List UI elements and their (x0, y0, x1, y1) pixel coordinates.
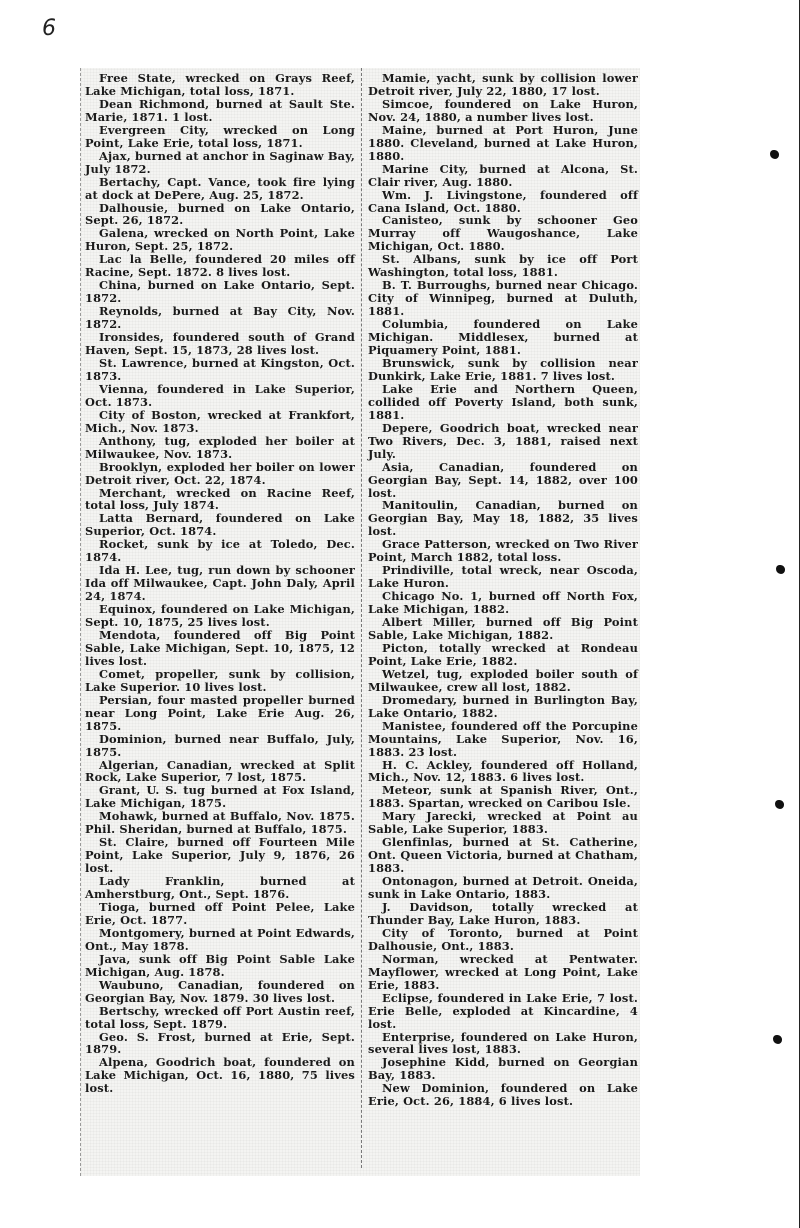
shipwreck-entry: Maine, burned at Port Huron, June 1880. Cleveland, burned at Lake Huron, 1880. (368, 122, 638, 163)
newspaper-clipping (80, 68, 640, 1176)
left-column (85, 72, 355, 1095)
shipwreck-entry: Glenfinlas, burned at St. Catherine, Ont. Queen Victoria, burned at Chatham, 1883. (368, 835, 638, 876)
shipwreck-entry: City of Toronto, burned at Point Dalhousie, Ont., 1883. (368, 925, 638, 953)
shipwreck-entry: Josephine Kidd, burned on Georgian Bay, 1883. (368, 1055, 638, 1083)
shipwreck-entry: Dean Richmond, burned at Sault Ste. Marie, 1871. 1 lost. (85, 96, 355, 124)
binding-hole-mark (770, 150, 779, 159)
shipwreck-entry: Enterprise, foundered on Lake Huron, several lives lost, 1883. (368, 1029, 638, 1057)
shipwreck-entry: Mamie, yacht, sunk by collision lower Detroit river, July 22, 1880, 17 lost. (368, 71, 638, 98)
shipwreck-entry: Equinox, foundered on Lake Michigan, Sept. 10, 1875, 25 lives lost. (85, 602, 355, 630)
shipwreck-entry: Marine City, burned at Alcona, St. Clair river, Aug. 1880. (368, 161, 638, 189)
shipwreck-entry: Norman, wrecked at Pentwater. Mayflower, wrecked at Long Point, Lake Erie, 1883. (368, 951, 638, 992)
shipwreck-entry: Manistee, foundered off the Porcupine Mountains, Lake Superior, Nov. 16, 1883. 23 lost. (368, 718, 638, 759)
shipwreck-entry: Simcoe, foundered on Lake Huron, Nov. 24, 1880, a number lives lost. (368, 96, 638, 124)
shipwreck-entry: Grace Patterson, wrecked on Two River Point, March 1882, total loss. (368, 537, 638, 565)
shipwreck-entry: Eclipse, foundered in Lake Erie, 7 lost. Erie Belle, exploded at Kincardine, 4 lost. (368, 990, 638, 1031)
shipwreck-entry: Picton, totally wrecked at Rondeau Point, Lake Erie, 1882. (368, 640, 638, 668)
shipwreck-entry: Merchant, wrecked on Racine Reef, total loss, July 1874. (85, 485, 355, 513)
clipping-left-edge (80, 68, 82, 1176)
shipwreck-entry: Meteor, sunk at Spanish River, Ont., 1883. Spartan, wrecked on Caribou Isle. (368, 783, 638, 811)
binding-hole-mark (776, 565, 785, 574)
shipwreck-entry: Geo. S. Frost, burned at Erie, Sept. 1879. (85, 1029, 355, 1057)
shipwreck-entry: Persian, four masted propeller burned near Long Point, Lake Erie Aug. 26, 1875. (85, 692, 355, 733)
shipwreck-entry: Canisteo, sunk by schooner Geo Murray off Waugoshance, Lake Michigan, Oct. 1880. (368, 213, 638, 254)
right-column (368, 72, 638, 1108)
shipwreck-entry: Ajax, burned at anchor in Saginaw Bay, July 1872. (85, 148, 355, 176)
shipwreck-entry: Vienna, foundered in Lake Superior, Oct. 1873. (85, 381, 355, 409)
shipwreck-entry: Ironsides, foundered south of Grand Haven, Sept. 15, 1873, 28 lives lost. (85, 330, 355, 358)
shipwreck-entry: Alpena, Goodrich boat, foundered on Lake Michigan, Oct. 16, 1880, 75 lives lost. (85, 1055, 355, 1096)
shipwreck-entry: Lac la Belle, foundered 20 miles off Racine, Sept. 1872. 8 lives lost. (85, 252, 355, 280)
shipwreck-entry: Mary Jarecki, wrecked at Point au Sable, Lake Superior, 1883. (368, 809, 638, 837)
shipwreck-entry: Brunswick, sunk by collision near Dunkirk, Lake Erie, 1881. 7 lives lost. (368, 355, 638, 383)
shipwreck-entry: Bertschy, wrecked off Port Austin reef, total loss, Sept. 1879. (85, 1003, 355, 1031)
shipwreck-entry: Grant, U. S. tug burned at Fox Island, Lake Michigan, 1875. (85, 783, 355, 811)
shipwreck-entry: Mohawk, burned at Buffalo, Nov. 1875. Phil. Sheridan, burned at Buffalo, 1875. (85, 809, 355, 837)
shipwreck-entry: Lady Franklin, burned at Amherstburg, Ont., Sept. 1876. (85, 874, 355, 902)
shipwreck-entry: Galena, wrecked on North Point, Lake Huron, Sept. 25, 1872. (85, 226, 355, 254)
shipwreck-entry: New Dominion, foundered on Lake Erie, Oct. 26, 1884, 6 lives lost. (368, 1081, 638, 1109)
shipwreck-entry: Chicago No. 1, burned off North Fox, Lake Michigan, 1882. (368, 589, 638, 617)
shipwreck-entry: Java, sunk off Big Point Sable Lake Michigan, Aug. 1878. (85, 951, 355, 979)
shipwreck-entry: B. T. Burroughs, burned near Chicago. City of Winnipeg, burned at Duluth, 1881. (368, 278, 638, 319)
shipwreck-entry: Tioga, burned off Point Pelee, Lake Erie, Oct. 1877. (85, 900, 355, 927)
shipwreck-entry: St. Albans, sunk by ice off Port Washington, total loss, 1881. (368, 252, 638, 280)
shipwreck-entry: Ontonagon, burned at Detroit. Oneida, sunk in Lake Ontario, 1883. (368, 874, 638, 902)
binding-hole-mark (775, 800, 784, 809)
shipwreck-entry: Manitoulin, Canadian, burned on Georgian Bay, May 18, 1882, 35 lives lost. (368, 498, 638, 539)
shipwreck-entry: Comet, propeller, sunk by collision, Lake Superior. 10 lives lost. (85, 666, 355, 694)
shipwreck-entry: Depere, Goodrich boat, wrecked near Two Rivers, Dec. 3, 1881, raised next July. (368, 420, 638, 461)
shipwreck-entry: Bertachy, Capt. Vance, took fire lying at dock at DePere, Aug. 25, 1872. (85, 174, 355, 202)
shipwreck-entry: Albert Miller, burned off Big Point Sable, Lake Michigan, 1882. (368, 615, 638, 642)
shipwreck-entry: J. Davidson, totally wrecked at Thunder Bay, Lake Huron, 1883. (368, 900, 638, 927)
shipwreck-entry: Waubuno, Canadian, foundered on Georgian Bay, Nov. 1879. 30 lives lost. (85, 977, 355, 1005)
shipwreck-entry: Evergreen City, wrecked on Long Point, Lake Erie, total loss, 1871. (85, 122, 355, 150)
shipwreck-entry: Brooklyn, exploded her boiler on lower Detroit river, Oct. 22, 1874. (85, 459, 355, 487)
shipwreck-entry: St. Claire, burned off Fourteen Mile Point, Lake Superior, July 9, 1876, 26 lost. (85, 835, 355, 876)
binding-hole-mark (773, 1035, 782, 1044)
shipwreck-entry: China, burned on Lake Ontario, Sept. 1872. (85, 278, 355, 306)
shipwreck-entry: Wetzel, tug, exploded boiler south of Milwaukee, crew all lost, 1882. (368, 666, 638, 694)
shipwreck-entry: Lake Erie and Northern Queen, collided off Poverty Island, both sunk, 1881. (368, 381, 638, 422)
shipwreck-entry: St. Lawrence, burned at Kingston, Oct. 1873. (85, 355, 355, 383)
shipwreck-entry: Wm. J. Livingstone, foundered off Cana Island, Oct. 1880. (368, 187, 638, 215)
shipwreck-entry: Algerian, Canadian, wrecked at Split Rock, Lake Superior, 7 lost, 1875. (85, 757, 355, 785)
shipwreck-entry: Mendota, foundered off Big Point Sable, Lake Michigan, Sept. 10, 1875, 12 lives lost. (85, 627, 355, 668)
shipwreck-entry: Columbia, foundered on Lake Michigan. Middlesex, burned at Piquamery Point, 1881. (368, 317, 638, 358)
shipwreck-entry: City of Boston, wrecked at Frankfort, Mich., Nov. 1873. (85, 407, 355, 435)
shipwreck-entry: Dalhousie, burned on Lake Ontario, Sept. 26, 1872. (85, 200, 355, 228)
shipwreck-entry: Prindiville, total wreck, near Oscoda, Lake Huron. (368, 563, 638, 591)
page-number: 6 (42, 16, 56, 41)
shipwreck-entry: Rocket, sunk by ice at Toledo, Dec. 1874. (85, 537, 355, 565)
shipwreck-entry: Latta Bernard, foundered on Lake Superior, Oct. 1874. (85, 511, 355, 539)
shipwreck-entry: Ida H. Lee, tug, run down by schooner Ida off Milwaukee, Capt. John Daly, April 24, 1874. (85, 563, 355, 604)
shipwreck-entry: H. C. Ackley, foundered off Holland, Mich., Nov. 12, 1883. 6 lives lost. (368, 757, 638, 785)
shipwreck-entry: Asia, Canadian, foundered on Georgian Bay, Sept. 14, 1882, over 100 lost. (368, 459, 638, 500)
shipwreck-entry: Montgomery, burned at Point Edwards, Ont., May 1878. (85, 925, 355, 953)
shipwreck-entry: Free State, wrecked on Grays Reef, Lake Michigan, total loss, 1871. (85, 71, 355, 98)
shipwreck-entry: Anthony, tug, exploded her boiler at Milwaukee, Nov. 1873. (85, 433, 355, 461)
shipwreck-entry: Dromedary, burned in Burlington Bay, Lake Ontario, 1882. (368, 692, 638, 720)
column-divider (361, 68, 363, 1168)
shipwreck-entry: Reynolds, burned at Bay City, Nov. 1872. (85, 304, 355, 332)
shipwreck-entry: Dominion, burned near Buffalo, July, 1875. (85, 731, 355, 759)
